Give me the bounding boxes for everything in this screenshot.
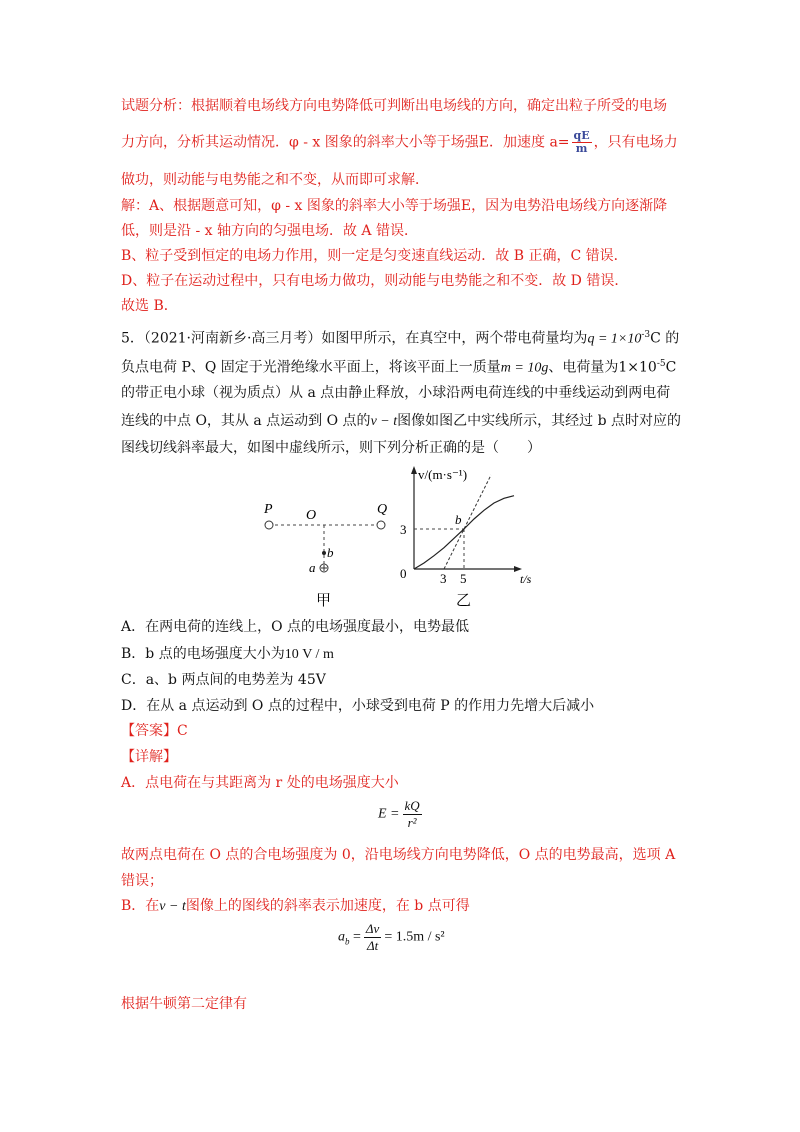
- detail-label: 【详解】: [121, 749, 177, 765]
- formula-a: [338, 921, 445, 954]
- question-line-1-text: 5．（2021·河南新乡·高三月考）如图甲所示，在真空中，两个带电荷量均为: [121, 330, 588, 347]
- option-D: D．在从 a 点运动到 O 点的过程中，小球受到电荷 P 的作用力先增大后减小: [121, 698, 595, 714]
- formula-a-lhs: a: [338, 929, 345, 945]
- option-A: A．在两电荷的连线上，O 点的电场强度最小，电势最低: [121, 619, 470, 635]
- question-line-5: 图线切线斜率最大，如图中虚线所示，则下列分析正确的是（ ）: [121, 440, 541, 456]
- answer-A-intro: A．点电荷在与其距离为 r 处的电场强度大小: [121, 775, 399, 791]
- origin-label: 0: [400, 566, 407, 581]
- answer-A-text-1: 故两点电荷在 O 点的合电场强度为 0，沿电场线方向电势降低，O 点的电势最高，选项 A: [121, 847, 676, 863]
- newton-line: 根据牛顿第二定律有: [121, 996, 247, 1012]
- analysis-line-5: 低，则是沿 - x 轴方向的匀强电场．故 A 错误．: [121, 223, 418, 239]
- formula-E-numerator: kQ: [404, 798, 420, 813]
- question-line-3: 的带正电小球（视为质点）从 a 点由静止释放，小球沿两电荷连线的中垂线运动到两电荷: [121, 385, 671, 401]
- analysis-line-7: D、粒子在运动过程中，只有电场力做功，则动能与电势能之和不变．故 D 错误．: [121, 273, 629, 289]
- label-a: a: [309, 560, 316, 575]
- label-b: b: [327, 545, 334, 560]
- ball-charge-exponent: -5: [656, 359, 666, 369]
- tick-y-3: 3: [400, 522, 407, 537]
- t-axis-label: t/s: [520, 572, 532, 586]
- figure-jia: [263, 502, 387, 609]
- option-B-value: 10 V / m: [284, 647, 334, 662]
- question-line-2-unit: C: [665, 359, 677, 376]
- formula-E-lhs: E =: [378, 806, 400, 822]
- formula-E-denominator: r²: [407, 815, 417, 830]
- question-line-2-text: 负点电荷 P、Q 固定于光滑绝缘水平面上，将该平面上一质量: [121, 359, 501, 376]
- point-b-label: b: [455, 512, 462, 527]
- question-line-4-tail: 图像如图乙中实线所示，其经过 b 点时对应的: [397, 413, 681, 429]
- formula-E-fraction: [403, 798, 422, 831]
- formula-a-denominator: Δt: [366, 938, 379, 953]
- charge-value: q = 1×10: [587, 331, 642, 347]
- fraction-denominator: m: [575, 142, 588, 155]
- v-axis-label: v/(m·s⁻¹): [418, 467, 468, 482]
- analysis-line-3: 做功，则动能与电势能之和不变，从而即可求解．: [121, 172, 429, 188]
- formula-a-rhs: = 1.5m / s²: [384, 929, 445, 945]
- formula-a-subscript: b: [345, 936, 350, 947]
- analysis-line-1: 试题分析：根据顺着电场线方向电势降低可判断出电场线的方向，确定出粒子所受的电场: [121, 98, 667, 114]
- analysis-line-2-text: 力方向，分析其运动情况．φ - x 图象的斜率大小等于场强E．加速度 a=: [121, 134, 570, 151]
- option-B: [121, 644, 334, 665]
- label-Q: Q: [377, 502, 388, 517]
- charge-P-icon: [265, 521, 273, 529]
- question-line-2-charge: 、电荷量为1×10: [548, 359, 657, 376]
- analysis-line-2-tail: ，只有电场力: [593, 134, 678, 151]
- answer-B-intro: [121, 896, 470, 917]
- acceleration-fraction: [572, 130, 592, 155]
- vt-curve: [414, 496, 514, 569]
- analysis-line-2: [121, 130, 678, 155]
- tick-x-3: 3: [440, 571, 447, 586]
- answer-B-intro-text: B．在: [121, 898, 160, 914]
- question-line-1: [121, 325, 679, 350]
- answer-label: 【答案】C: [121, 723, 188, 739]
- charge-exponent: -3: [641, 330, 651, 340]
- label-P: P: [264, 502, 273, 517]
- formula-E: [378, 798, 425, 831]
- charge-Q-icon: [377, 521, 385, 529]
- question-line-4: [121, 411, 681, 432]
- vt-symbol: v − t: [370, 414, 398, 429]
- tangent-line: [444, 475, 491, 569]
- option-B-text: B．b 点的电场强度大小为: [121, 646, 285, 662]
- question-line-1-tail: C 的: [650, 330, 680, 347]
- analysis-line-4: 解：A、根据题意可知，φ - x 图象的斜率大小等于场强E，因为电势沿电场线方向逐渐降: [121, 198, 668, 214]
- answer-vt-symbol: v − t: [159, 899, 186, 914]
- caption-yi: 乙: [456, 593, 472, 609]
- tick-x-5: 5: [460, 571, 467, 586]
- analysis-line-8: 故选 B．: [121, 298, 178, 314]
- option-C: C．a、b 两点间的电势差为 45V: [121, 672, 326, 688]
- label-O: O: [306, 508, 317, 523]
- formula-a-numerator: Δv: [365, 921, 380, 936]
- figures: [250, 462, 550, 612]
- v-axis-arrow-icon: [411, 466, 417, 474]
- mass-value: m = 10g: [500, 360, 549, 376]
- fraction-numerator: qE: [573, 129, 590, 142]
- caption-jia: 甲: [316, 593, 332, 609]
- formula-a-equals: =: [353, 929, 361, 945]
- question-line-2: [121, 354, 676, 379]
- answer-B-intro-tail: 图像上的图线的斜率表示加速度，在 b 点可得: [185, 898, 470, 914]
- point-b-dot: [322, 551, 326, 555]
- analysis-line-6: B、粒子受到恒定的电场力作用，则一定是匀变速直线运动．故 B 正确，C 错误．: [121, 248, 628, 264]
- question-line-4-text: 连线的中点 O，其从 a 点运动到 O 点的: [121, 413, 371, 429]
- formula-a-fraction: [364, 921, 381, 954]
- figure-yi: [400, 466, 532, 609]
- answer-A-text-2: 错误；: [121, 873, 163, 889]
